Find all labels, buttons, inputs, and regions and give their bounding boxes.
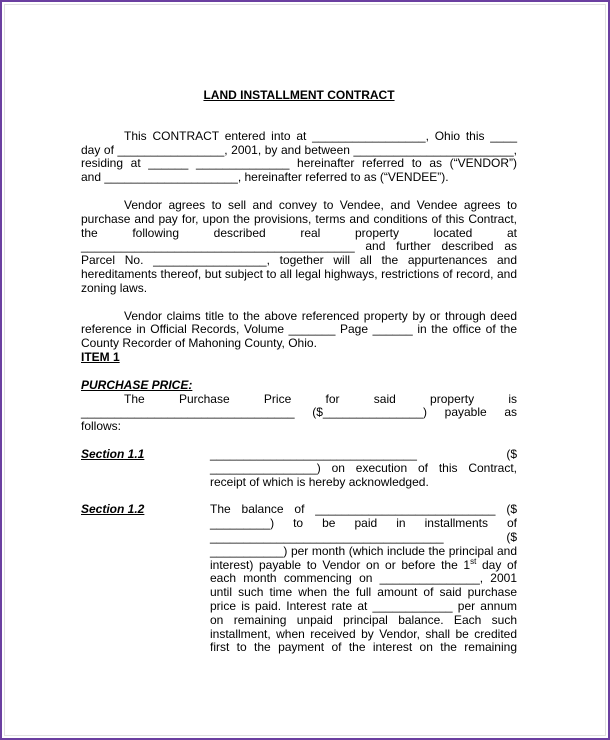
section-line: ___________) per month (which include the principal and [210,543,517,558]
section-body [210,503,517,655]
title-claim-line: County Recorder of Mahoning County, Ohio. [81,336,317,351]
section-line: ________________) on execution of this Contract, [210,460,517,475]
intro-paragraph [81,130,517,185]
property-line: zoning laws. [81,280,148,295]
section-line: The balance of ___________________________ ($ [210,502,517,517]
property-line: the following described real property located at [81,225,517,240]
section-line: receipt of which is hereby acknowledged. [210,474,429,489]
section-line: first to the payment of the interest on the remaining [210,640,517,655]
section-line: _______________________________ ($ [210,446,517,461]
section-line: until such time when the full amount of said purchase [210,585,517,600]
section-1-2 [81,503,517,655]
section-line: each month commencing on _______________, 2001 [210,571,517,586]
section-line: price is paid. Interest rate at ____________ per annum [210,598,517,613]
purchase-price-line: ________________________________ ($_______________) payable as [81,405,517,420]
section-label: Section 1.1 [81,446,145,461]
section-line: installment, when received by Vendor, shall be credited [210,626,517,641]
section-text: day of [476,557,517,572]
property-line: Parcel No. _________________, together will all the appurtenances and [81,253,517,268]
document-page [4,4,606,736]
section-label: Section 1.2 [81,502,145,517]
purchase-price-heading: PURCHASE PRICE: [81,377,193,392]
section-line [210,556,517,573]
intro-line: and ____________________, hereinafter referred to as (“VENDEE”). [81,170,449,185]
ordinal-suffix: st [470,556,477,566]
property-line: purchase and pay for, upon the provisions, terms and conditions of this Contract, [81,211,517,226]
intro-line: day of ________________, 2001, by and between ________________________, [81,142,517,157]
document-title: LAND INSTALLMENT CONTRACT [203,88,395,102]
section-line: ___________________________________ ($ [210,529,517,544]
purchase-price-line: follows: [81,419,122,434]
title-claim-line: reference in Official Records, Volume _______ Page ______ in the office of the [81,322,517,337]
section-line: on remaining unpaid principal balance. Each such [210,612,517,627]
intro-line: residing at ______ ______________ hereinafter referred to as (“VENDOR”) [81,156,517,171]
property-line: _________________________________________ and further described as [81,239,517,254]
title-claim-line: Vendor claims title to the above referenced property by or through deed [124,308,517,323]
property-line: Vendor agrees to sell and convey to Vendee, and Vendee agrees to [124,197,517,212]
section-1-1 [81,448,517,489]
purchase-price-paragraph [81,393,517,434]
section-text: interest) payable to Vendor on or before the 1 [210,557,471,572]
item-heading: ITEM 1 [81,349,120,364]
section-line: _________) to be paid in installments of [210,516,517,531]
property-line: hereditaments thereof, but subject to all legal highways, restrictions of record, and [81,266,517,281]
title-claim-paragraph [81,310,517,351]
document-content [81,89,517,655]
intro-line: This CONTRACT entered into at _________________, Ohio this ____ [124,128,517,143]
purchase-price-line: The Purchase Price for said property is [124,391,517,406]
section-body [210,448,517,489]
property-paragraph [81,199,517,296]
